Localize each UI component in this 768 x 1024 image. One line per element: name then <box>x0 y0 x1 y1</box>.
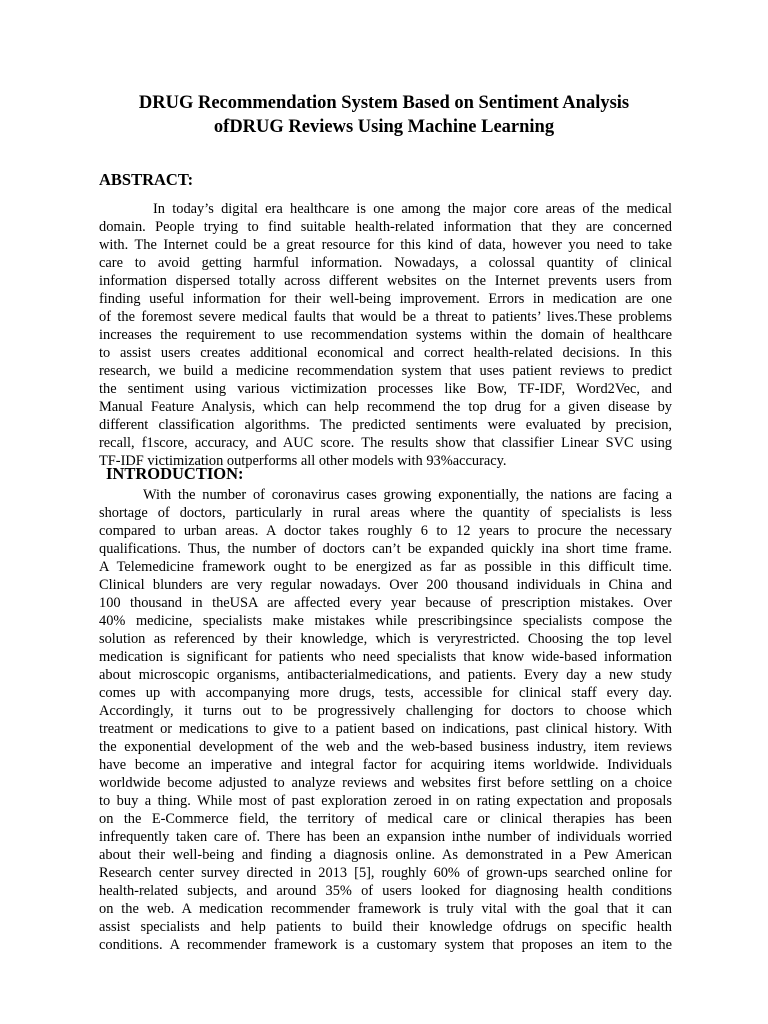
introduction-line: Research center survey directed in 2013 [5], roughly 60% of grown-ups searched online for <box>99 865 672 881</box>
introduction-line: worldwide become adjusted to analyze reviews and websites first before settling on a choice <box>99 775 672 791</box>
abstract-line: Manual Feature Analysis, which can help recommend the top drug for a given disease by <box>99 399 672 415</box>
introduction-line: conditions. A recommender framework is a customary system that proposes an item to the <box>99 937 672 953</box>
introduction-body <box>99 486 672 954</box>
title-line: DRUG Recommendation System Based on Sentiment Analysis <box>138 93 630 113</box>
introduction-line: health-related subjects, and around 35% of users looked for diagnosing health conditions <box>99 883 672 899</box>
introduction-line: the exponential development of the web and the web-based business industry, item reviews <box>99 739 672 755</box>
abstract-line: In today’s digital era healthcare is one among the major core areas of the medical <box>153 201 672 217</box>
abstract-line: information dispersed totally across different websites on the Internet prevents users from <box>99 273 672 289</box>
introduction-heading: INTRODUCTION: <box>106 464 244 483</box>
introduction-line: on the web. A medication recommender framework is truly vital with the goal that it can <box>99 901 672 917</box>
abstract-line: different classification algorithms. The predicted sentiments were evaluated by precision, <box>99 417 672 433</box>
abstract-line: research, we build a medicine recommendation system that uses patient reviews to predict <box>99 363 672 379</box>
abstract-line: of the foremost severe medical faults that would be a threat to patients’ lives.These problems <box>99 309 672 325</box>
introduction-line: shortage of doctors, particularly in rural areas where the quantity of specialists is less <box>99 505 672 521</box>
paper-title <box>90 91 678 139</box>
introduction-line: on the E-Commerce field, the territory of medical care or clinical therapies has been <box>99 811 672 827</box>
abstract-line: care to avoid getting harmful information. Nowadays, a colossal quantity of clinical <box>99 255 672 271</box>
introduction-line: have become an imperative and integral factor for acquiring items worldwide. Individuals <box>99 757 672 773</box>
introduction-line: medication is significant for patients who need specialists that know wide-based information <box>99 649 672 665</box>
introduction-line: about their well-being and finding a diagnosis online. As demonstrated in a Pew American <box>99 847 672 863</box>
abstract-line: increases the requirement to use recommendation systems within the domain of healthcare <box>99 327 672 343</box>
introduction-line: Clinical blunders are very regular nowadays. Over 200 thousand individuals in China and <box>99 577 672 593</box>
abstract-body <box>99 200 672 470</box>
introduction-line: solution as referenced by their knowledge, which is veryrestricted. Choosing the top level <box>99 631 672 647</box>
introduction-line: infrequently taken care of. There has been an expansion inthe number of individuals worried <box>99 829 672 845</box>
introduction-line: A Telemedicine framework ought to be energized as far as possible in this difficult time. <box>99 559 672 575</box>
title-line: ofDRUG Reviews Using Machine Learning <box>213 117 555 137</box>
introduction-line: assist specialists and help patients to build their knowledge ofdrugs on specific health <box>99 919 672 935</box>
abstract-line: finding useful information for their well-being improvement. Errors in medication are one <box>99 291 672 307</box>
abstract-line: with. The Internet could be a great resource for this kind of data, however you need to take <box>99 237 672 253</box>
introduction-line: With the number of coronavirus cases growing exponentially, the nations are facing a <box>143 487 672 503</box>
introduction-line: comes up with accompanying more drugs, tests, accessible for clinical staff every day. <box>99 685 672 701</box>
abstract-line: TF-IDF victimization outperforms all other models with 93%accuracy. <box>99 453 507 469</box>
abstract-line: recall, f1score, accuracy, and AUC score. The results show that classifier Linear SVC using <box>99 435 672 451</box>
introduction-line: 100 thousand in theUSA are affected every year because of prescription mistakes. Over <box>99 595 672 611</box>
introduction-line: qualifications. Thus, the number of doctors can’t be expanded quickly ina short time frame. <box>99 541 672 557</box>
introduction-line: compared to urban areas. A doctor takes roughly 6 to 12 years to procure the necessary <box>99 523 672 539</box>
introduction-line: about microscopic organisms, antibacterialmedications, and patients. Every day a new study <box>99 667 672 683</box>
introduction-line: 40% medicine, specialists make mistakes while prescribingsince specialists compose the <box>99 613 672 629</box>
introduction-line: Accordingly, it turns out to be progressively challenging for doctors to choose which <box>99 703 672 719</box>
abstract-line: the sentiment using various victimization processes like Bow, TF-IDF, Word2Vec, and <box>99 381 672 397</box>
introduction-line: to buy a thing. While most of past exploration zeroed in on rating expectation and proposals <box>99 793 672 809</box>
abstract-line: to assist users creates additional economical and correct health-related decisions. In this <box>99 345 672 361</box>
abstract-line: domain. People trying to find suitable health-related information that they are concerned <box>99 219 672 235</box>
introduction-line: treatment or medications to give to a patient based on indications, past clinical history. With <box>99 721 672 737</box>
abstract-heading: ABSTRACT: <box>99 170 194 189</box>
